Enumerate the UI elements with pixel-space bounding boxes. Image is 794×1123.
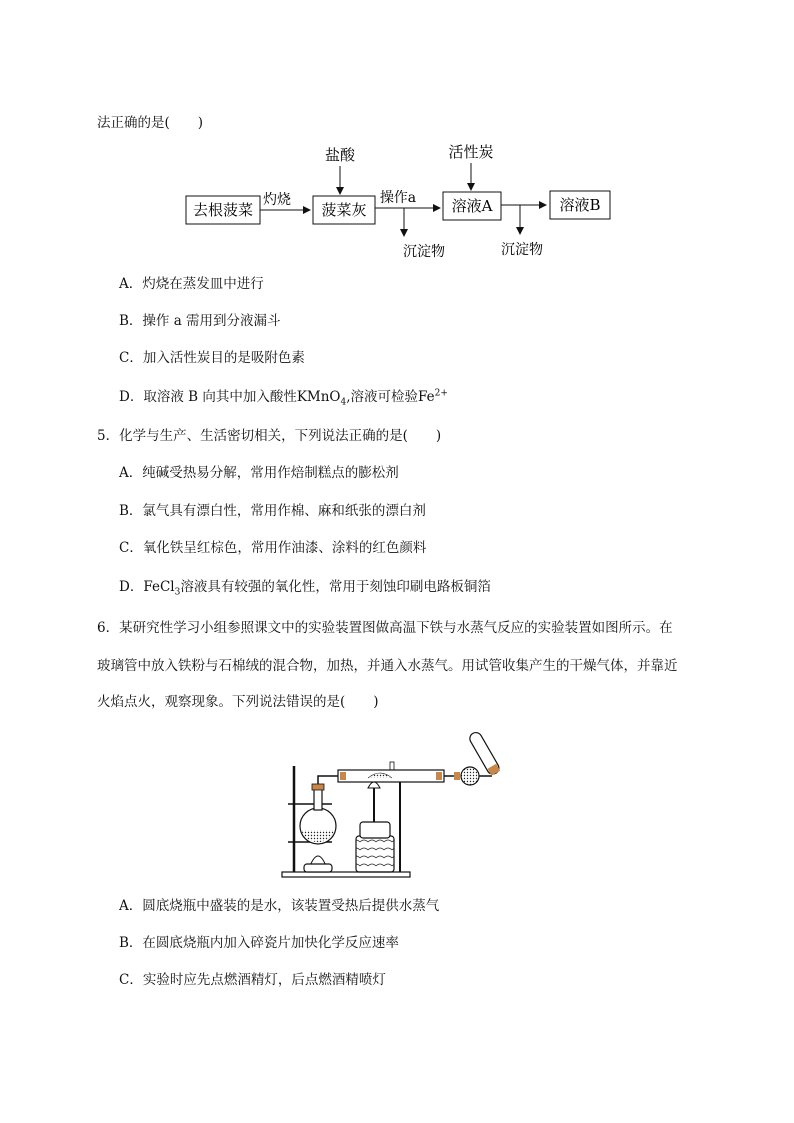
flow-box-solution-b-label: 溶液B (559, 196, 601, 214)
fecl3-formula: FeCl$_3$ (143, 579, 181, 598)
flow-precip2-label: 沉淀物 (501, 242, 543, 258)
q6-option-b: B．在圆底烧瓶内加入碎瓷片加快化学反应速率 (119, 935, 399, 951)
blast-lamp-body (356, 836, 394, 872)
q5-stem: 5．化学与生产、生活密切相关，下列说法正确的是( ) (97, 428, 442, 444)
q4-stem: 法正确的是( ) (97, 115, 204, 131)
q6-stem-line2: 玻璃管中放入铁粉与石棉绒的混合物，加热，并通入水蒸气。用试管收集产生的干燥气体，并靠近 (97, 658, 678, 674)
tube-stopper-right (436, 772, 442, 780)
q6-option-a: A．圆底烧瓶中盛装的是水，该装置受热后提供水蒸气 (119, 898, 440, 914)
flask-stopper (312, 784, 324, 790)
drying-tube-bulb (461, 767, 479, 785)
flow-reagent-carbon: 活性炭 (448, 143, 494, 161)
flow-arrow-burn-label: 灼烧 (263, 192, 291, 208)
process-flow-diagram (180, 140, 640, 264)
q5-option-c: C．氧化铁呈红棕色，常用作油漆、涂料的红色颜料 (119, 540, 427, 556)
q5-option-b: B．氯气具有漂白性，常用作棉、麻和纸张的漂白剂 (119, 503, 426, 519)
blast-lamp-flame-icon (368, 782, 380, 788)
q6-option-c: C．实验时应先点燃酒精灯，后点燃酒精喷灯 (119, 972, 386, 988)
flow-box-ash-label: 菠菜灰 (321, 201, 367, 219)
flow-reagent-hcl: 盐酸 (324, 146, 356, 164)
q4-option-d: D．取溶液 B 向其中加入酸性KMnO$_4$,溶液可检验$Fe^{2+}$ (119, 388, 448, 408)
flow-box-solution-a-label: 溶液A (451, 197, 493, 215)
drying-stopper (454, 772, 460, 780)
hard-glass-tube (338, 770, 444, 782)
connecting-tube (318, 776, 338, 784)
q5-option-d: D．FeCl$_3$溶液具有较强的氧化性，常用于刻蚀印刷电路板铜箔 (119, 579, 491, 598)
q6-stem-line1: 6．某研究性学习小组参照课文中的实验装置图做高温下铁与水蒸气反应的实验装置如图所示。在 (97, 620, 673, 636)
tube-valve (390, 762, 394, 770)
q4-option-b: B．操作 a 需用到分液漏斗 (119, 313, 281, 329)
kmno4-formula: KMnO$_4$ (296, 389, 347, 408)
flow-precip1-label: 沉淀物 (403, 244, 445, 260)
blast-lamp-reservoir (360, 822, 390, 838)
tube-stopper-left (340, 772, 346, 780)
iron-steam-apparatus-diagram (280, 726, 520, 884)
alcohol-lamp (304, 864, 332, 872)
fe-ion: $Fe^{2+}$ (418, 388, 448, 405)
base-plate (282, 872, 410, 877)
q4-option-c: C．加入活性炭目的是吸附色素 (119, 350, 305, 366)
q5-option-a: A．纯碱受热易分解，常用作焙制糕点的膨松剂 (119, 465, 399, 481)
flask-neck (314, 788, 322, 810)
q6-stem-line3: 火焰点火，观察现象。下列说法错误的是( ) (97, 694, 379, 710)
q4-option-a: A．灼烧在蒸发皿中进行 (119, 276, 264, 292)
flow-box-spinach-label: 去根菠菜 (192, 201, 254, 219)
flow-arrow-operation-label: 操作a (379, 190, 417, 206)
